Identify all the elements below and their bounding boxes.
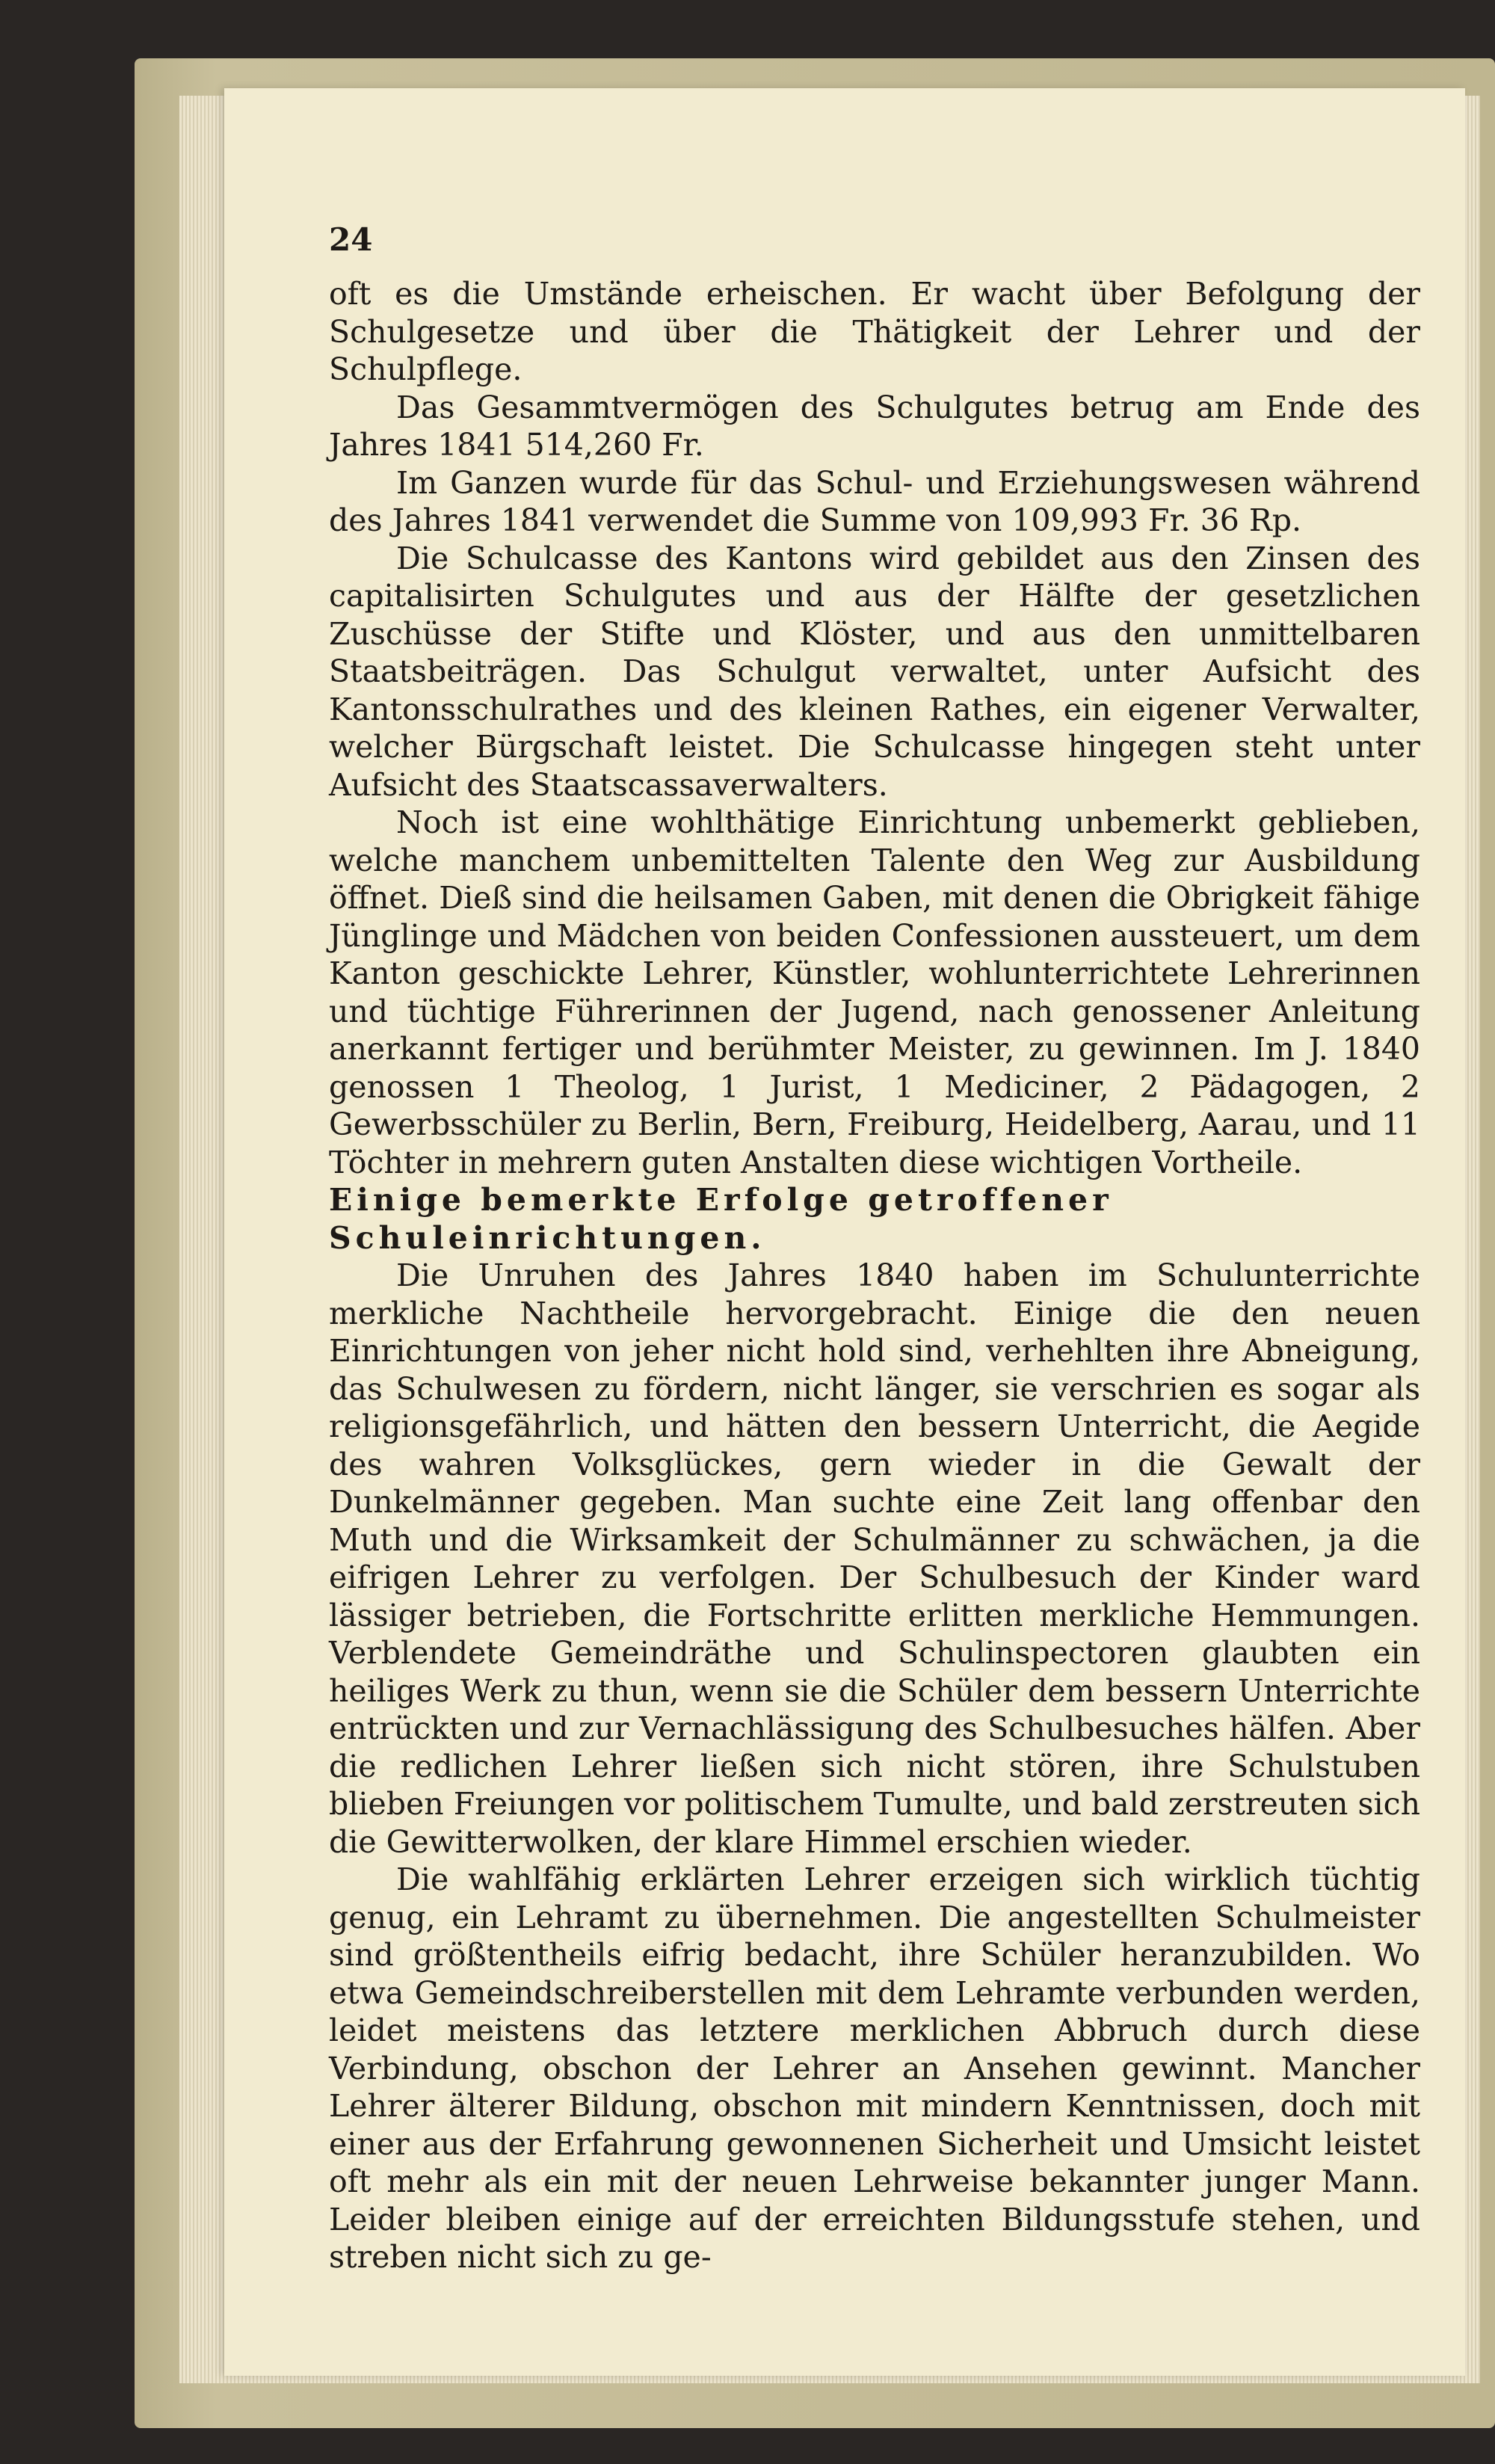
paragraph-3: Im Ganzen wurde für das Schul- und Erziehungswesen während des Jahres 1841 verwendet die Summe von 109,993 Fr. 36 Rp. [329,464,1420,538]
paragraph-5: Noch ist eine wohlthätige Einrichtung unbemerkt geblieben, welche manchem unbemittelten Talente den Weg zur Ausbildung öffnet. Dieß sind die heilsamen Gaben, mit denen die Obrigkeit fähige Jünglinge und Mädchen von beiden Confessionen aussteuert, um dem Kanton geschickte Lehrer, Künstler, wohlunterrichtete Lehrerinnen und tüchtige Führerinnen der Jugend, nach genossener Anleitung anerkannt fertiger und berühmter Meister, zu gewinnen. Im J. 1840 genossen 1 Theolog, 1 Jurist, 1 Mediciner, 2 Pädagogen, 2 Gewerbsschüler zu Berlin, Bern, Freiburg, Heidelberg, Aarau, und 11 Töchter in mehrern guten Anstalten diese wichtigen Vortheile. [329,804,1420,1180]
page-number: 24 [329,221,373,258]
paragraph-4: Die Schulcasse des Kantons wird gebildet aus den Zinsen des capitalisirten Schulgutes und aus der Hälfte der gesetzlichen Zuschüsse der Stifte und Klöster, und aus den unmittelbaren Staatsbeiträgen. Das Schulgut verwaltet, unter Aufsicht des Kantonsschulrathes und des kleinen Rathes, ein eigener Verwalter, welcher Bürgschaft leistet. Die Schulcasse hingegen steht unter Aufsicht des Staatscassaverwalters. [329,540,1420,803]
book-page [224,88,1465,2376]
paragraph-6: Die Unruhen des Jahres 1840 haben im Schulunterrichte merkliche Nachtheile hervorgebracht. Einige die den neuen Einrichtungen von jeher nicht hold sind, verhehlten ihre Abneigung, das Schulwesen zu fördern, nicht länger, sie verschrien es sogar als religionsgefährlich, und hätten den bessern Unterricht, die Aegide des wahren Volksglückes, gern wieder in die Gewalt der Dunkelmänner gegeben. Man suchte eine Zeit lang offenbar den Muth und die Wirksamkeit der Schulmänner zu schwächen, ja die eifrigen Lehrer zu verfolgen. Der Schulbesuch der Kinder ward lässiger betrieben, die Fortschritte erlitten merkliche Hemmungen. Verblendete Gemeindräthe und Schulinspectoren glaubten ein heiliges Werk zu thun, wenn sie die Schüler dem bessern Unterrichte entrückten und zur Vernachlässigung des Schulbesuches hälfen. Aber die redlichen Lehrer ließen sich nicht stören, ihre Schulstuben blieben Freiungen vor politischem Tumulte, und bald zerstreuten sich die Gewitterwolken, der klare Himmel erschien wieder. [329,1257,1420,1860]
paragraph-7: Die wahlfähig erklärten Lehrer erzeigen sich wirklich tüchtig genug, ein Lehramt zu übernehmen. Die angestellten Schulmeister sind größtentheils eifrig bedacht, ihre Schüler heranzubilden. Wo etwa Gemeindschreiberstellen mit dem Lehramte verbunden werden, leidet meistens das letztere merklichen Abbruch durch diese Verbindung, obschon der Lehrer an Ansehen gewinnt. Mancher Lehrer älterer Bildung, obschon mit mindern Kenntnissen, doch mit einer aus der Erfahrung gewonnenen Sicherheit und Umsicht leistet oft mehr als ein mit der neuen Lehrweise bekannter junger Mann. Leider bleiben einige auf der erreichten Bildungsstufe stehen, und streben nicht sich zu ge- [329,1861,1420,2275]
paragraph-2: Das Gesammtvermögen des Schulgutes betrug am Ende des Jahres 1841 514,260 Fr. [329,389,1420,463]
body-text [329,275,1420,2276]
paragraph-1: oft es die Umstände erheischen. Er wacht über Befolgung der Schulgesetze und über die Thätigkeit der Lehrer und der Schulpflege. [329,276,1420,387]
section-heading: Einige bemerkte Erfolge getroffener Schuleinrichtungen. [329,1182,1113,1256]
